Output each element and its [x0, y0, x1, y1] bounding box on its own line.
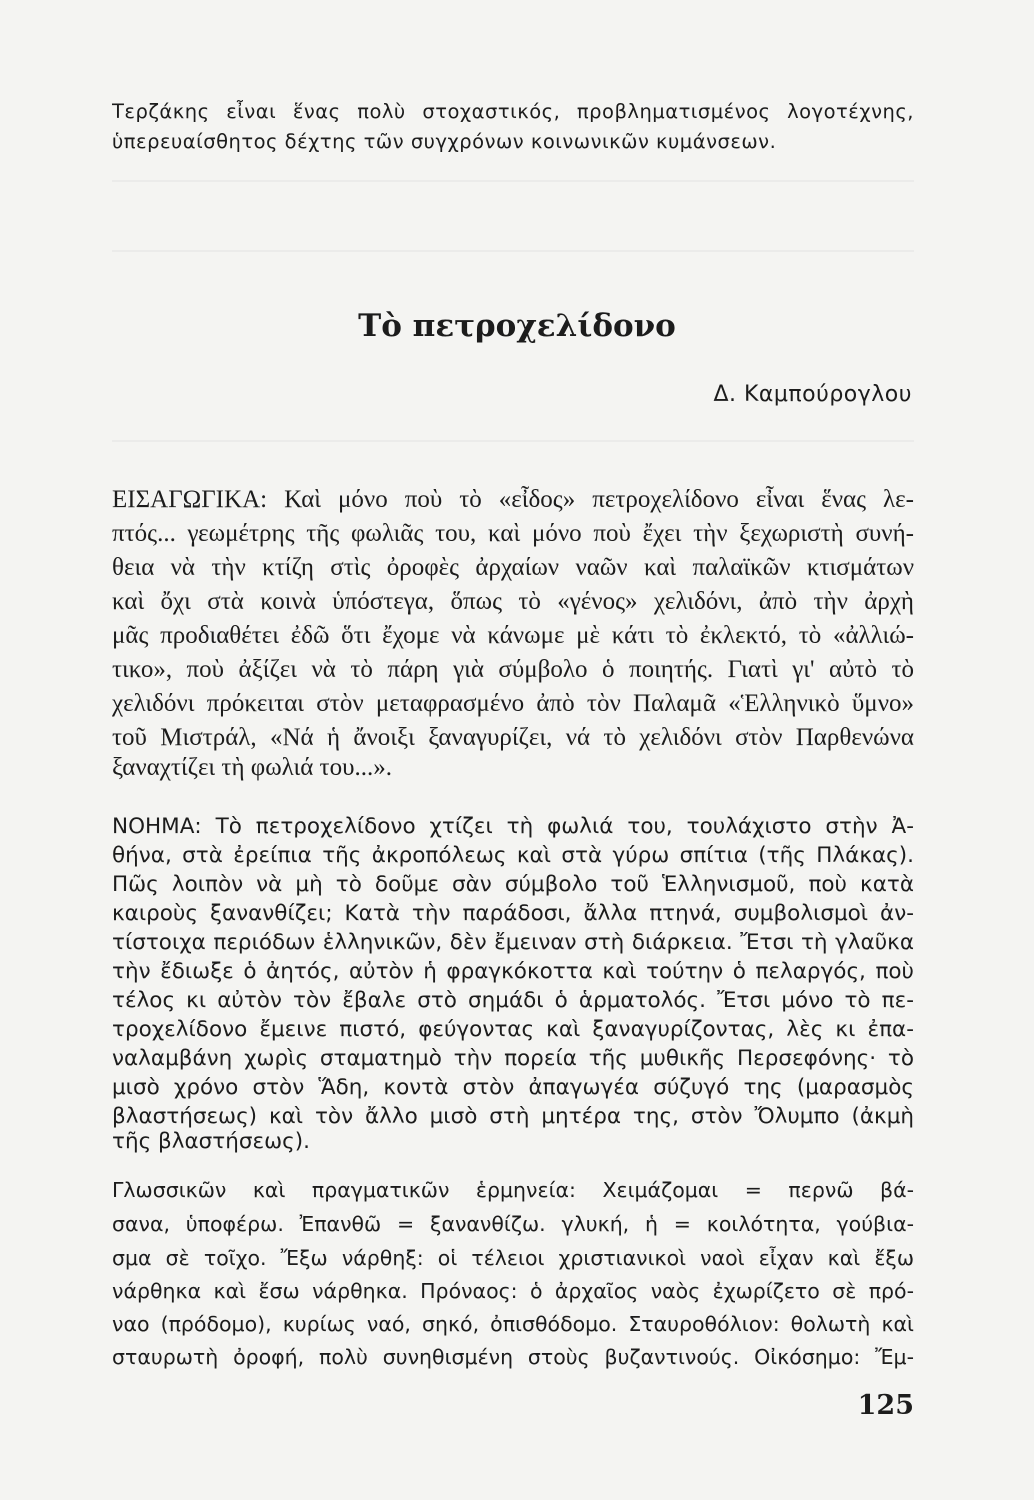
noima-line: τίστοιχα περιόδων ἑλληνικῶν, δὲν ἔμειναν στὴ διάρκεια. Ἔτσι τὴ γλαῦκα [112, 930, 914, 955]
intro-line: Τερζάκης εἶναι ἕνας πολὺ στοχαστικός, προβληματισμένος λογοτέχνης, [112, 100, 914, 123]
noima-line: τροχελίδονο ἔμεινε πιστό, φεύγοντας καὶ ξαναγυρίζοντας, λὲς κι ἐπα- [112, 1017, 914, 1042]
poem-author: Δ. Καμπούρογλου [713, 382, 912, 407]
noima-line: ναλαμβάνη χωρὶς σταματημὸ τὴν πορεία τῆς μυθικῆς Περσεφόνης· τὸ [112, 1046, 914, 1071]
glossary-line: σανα, ὑποφέρω. Ἐπανθῶ = ξανανθίζω. γλυκή, ἡ = κοιλότητα, γούβια- [112, 1212, 914, 1236]
page-number: 125 [857, 1390, 914, 1421]
glossary-line: ναο (πρόδομο), κυρίως ναό, σηκό, ὀπισθόδομο. Σταυροθόλιον: θολωτὴ καὶ [112, 1312, 914, 1336]
eisagogika-line: ξαναχτίζει τὴ φωλιά του...». [112, 754, 392, 781]
noima-line: θήνα, στὰ ἐρείπια τῆς ἀκροπόλεως καὶ στὰ γύρω σπίτια (τῆς Πλάκας). [112, 843, 914, 868]
glossary-line: νάρθηκα καὶ ἔσω νάρθηκα. Πρόναος: ὁ ἀρχαῖος ναὸς ἐχωρίζετο σὲ πρό- [112, 1279, 914, 1303]
eisagogika-line: καὶ ὄχι στὰ κοινὰ ὑπόστεγα, ὅπως τὸ «γένος» χελιδόνι, ἀπὸ τὴν ἀρχὴ [112, 588, 914, 615]
poem-title: Τὸ πετροχελίδονο [358, 308, 676, 344]
eisagogika-line: χελιδόνι πρόκειται στὸν μεταφρασμένο ἀπὸ τὸν Παλαμᾶ «Ἑλληνικὸ ὕμνο» [112, 690, 914, 717]
show-through-line [112, 440, 914, 442]
eisagogika-line: τοῦ Μιστράλ, «Νά ἡ ἄνοιξι ξαναγυρίζει, νά τὸ χελιδόνι στὸν Παρθενώνα [112, 724, 914, 751]
noima-line: τῆς βλαστήσεως). [112, 1129, 310, 1154]
eisagogika-line: ΕΙΣΑΓΩΓΙΚΑ: Καὶ μόνο ποὺ τὸ «εἶδος» πετροχελίδονο εἶναι ἕνας λε- [112, 486, 914, 513]
intro-line: ὑπερευαίσθητος δέχτης τῶν συγχρόνων κοινωνικῶν κυμάνσεων. [112, 130, 777, 153]
show-through-line [112, 250, 914, 252]
eisagogika-line: μᾶς προδιαθέτει ἐδῶ ὅτι ἔχομε νὰ κάνωμε μὲ κάτι τὸ ἐκλεκτό, τὸ «ἀλλιώ- [112, 622, 914, 649]
eisagogika-line: πτός... γεωμέτρης τῆς φωλιᾶς του, καὶ μόνο ποὺ ἔχει τὴν ξεχωριστὴ συνή- [112, 520, 914, 547]
noima-line: βλαστήσεως) καὶ τὸν ἄλλο μισὸ στὴ μητέρα της, στὸν Ὄλυμπο (ἀκμὴ [112, 1104, 914, 1129]
noima-line: ΝΟΗΜΑ: Τὸ πετροχελίδονο χτίζει τὴ φωλιά του, τουλάχιστο στὴν Ἀ- [112, 814, 914, 839]
noima-line: καιροὺς ξανανθίζει; Κατὰ τὴν παράδοσι, ἄλλα πτηνά, συμβολισμοὶ ἀν- [112, 901, 914, 926]
glossary-line: Γλωσσικῶν καὶ πραγματικῶν ἑρμηνεία: Χειμάζομαι = περνῶ βά- [112, 1178, 914, 1202]
noima-line: τέλος κι αὐτὸν τὸν ἔβαλε στὸ σημάδι ὁ ἁρματολός. Ἔτσι μόνο τὸ πε- [112, 988, 914, 1013]
noima-line: μισὸ χρόνο στὸν Ἅδη, κοντὰ στὸν ἀπαγωγέα σύζυγό της (μαρασμὸς [112, 1075, 914, 1100]
glossary-line: σμα σὲ τοῖχο. Ἔξω νάρθηξ: οἱ τέλειοι χριστιανικοὶ ναοὶ εἶχαν καὶ ἔξω [112, 1246, 914, 1270]
noima-line: τὴν ἔδιωξε ὁ ἀητός, αὐτὸν ἡ φραγκόκοττα καὶ τούτην ὁ πελαργός, ποὺ [112, 959, 914, 984]
show-through-line [112, 180, 914, 182]
eisagogika-line: θεια νὰ τὴν κτίζη στὶς ὀροφὲς ἀρχαίων ναῶν καὶ παλαϊκῶν κτισμάτων [112, 554, 914, 581]
noima-line: Πῶς λοιπὸν νὰ μὴ τὸ δοῦμε σὰν σύμβολο τοῦ Ἑλληνισμοῦ, ποὺ κατὰ [112, 872, 914, 897]
glossary-line: σταυρωτὴ ὀροφή, πολὺ συνηθισμένη στοὺς βυζαντινούς. Οἰκόσημο: Ἔμ- [112, 1345, 914, 1369]
eisagogika-line: τικο», ποὺ ἀξίζει νὰ τὸ πάρη γιὰ σύμβολο ὁ ποιητής. Γιατὶ γι' αὐτὸ τὸ [112, 656, 914, 683]
